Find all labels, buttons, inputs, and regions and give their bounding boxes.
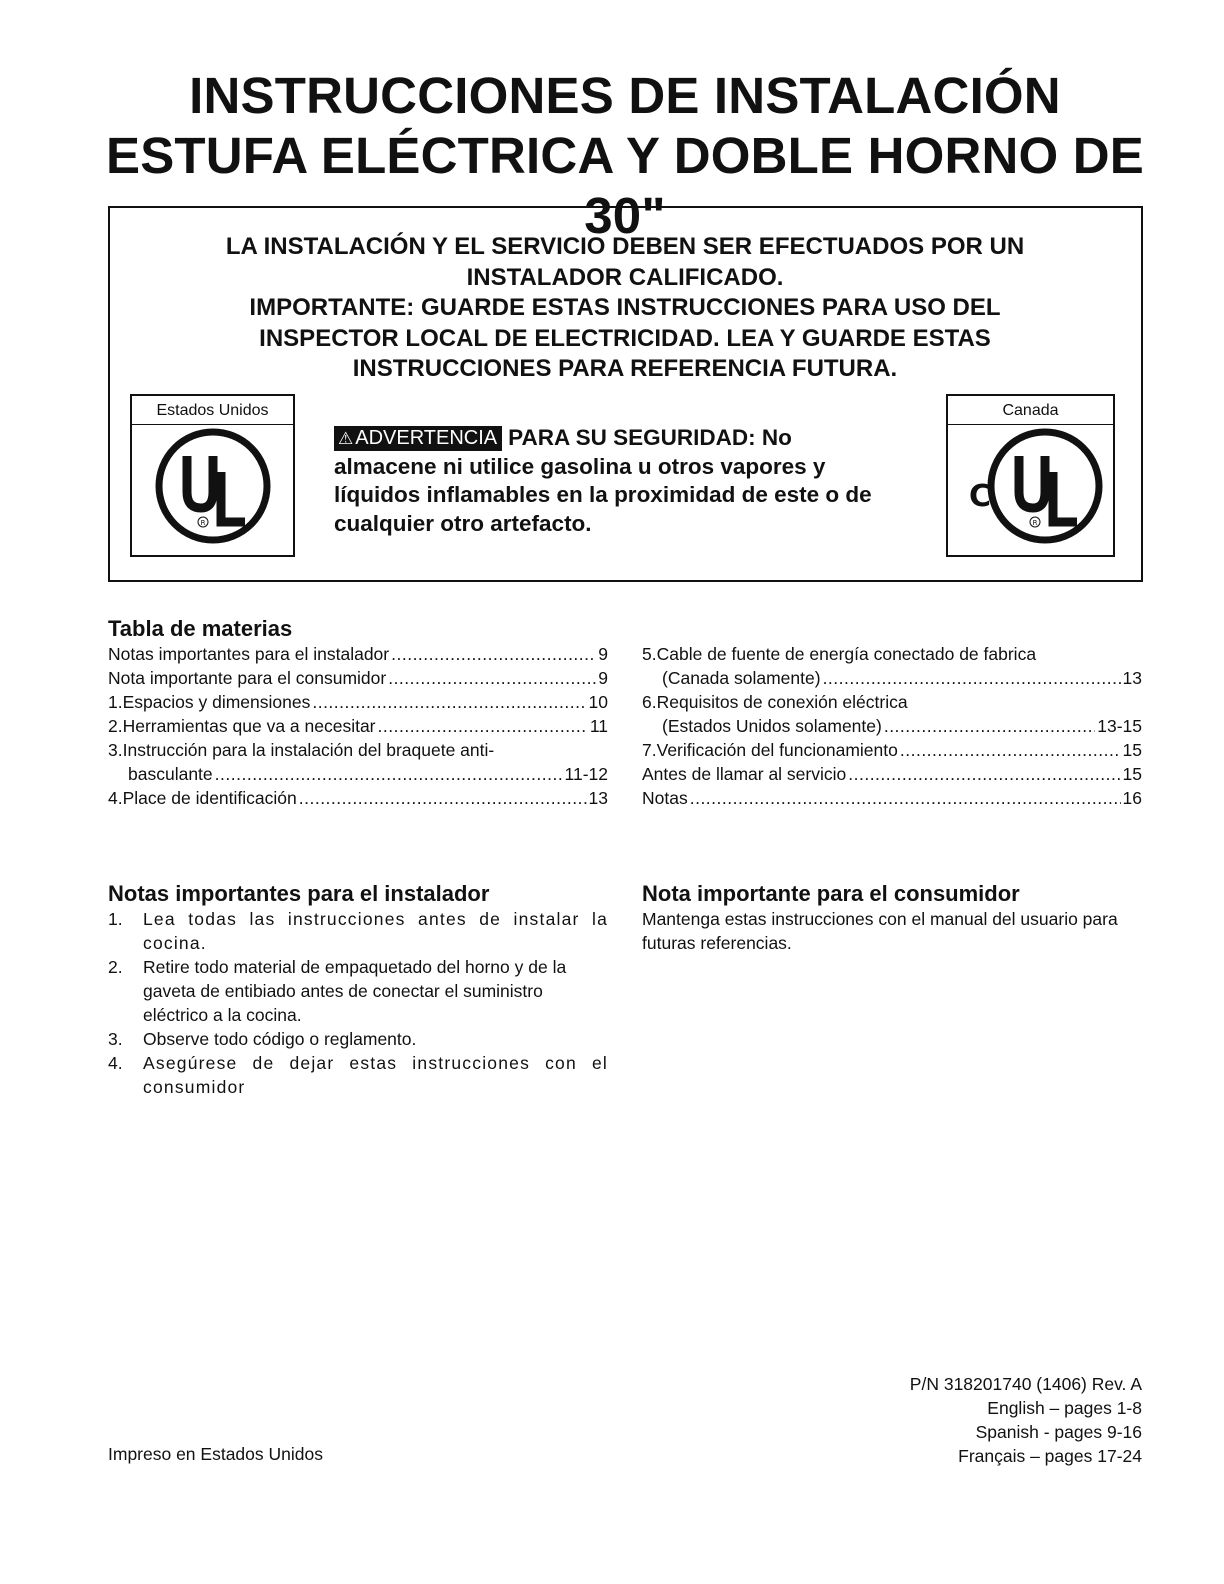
ul-us-certification [130, 394, 295, 557]
toc-right-column [642, 642, 1142, 810]
toc-entry: Antes de llamar al servicio ..... 15 [642, 762, 1142, 786]
warning-line: almacene ni utilice gasolina u otros vapores y [334, 453, 826, 479]
toc-entry: 7. Verificación del funcionamiento ..... 15 [642, 738, 1142, 762]
printed-in: Impreso en Estados Unidos [108, 1444, 323, 1464]
installer-notes-list [108, 907, 608, 1099]
svg-text:R: R [200, 519, 205, 527]
part-number-block [910, 1372, 1142, 1468]
ul-canada-certification [946, 394, 1115, 557]
notice-line: INSTALADOR CALIFICADO. [466, 263, 784, 291]
notice-line: INSTRUCCIONES PARA REFERENCIA FUTURA. [352, 355, 898, 382]
spanish-pages: Spanish - pages 9-16 [975, 1422, 1142, 1442]
consumer-note-text: Mantenga estas instrucciones con el manual del usuario para futuras referencias. [642, 909, 1118, 953]
warning-badge-label: ADVERTENCIA [355, 427, 498, 449]
list-item: 2. Retire todo material de empaquetado del horno y de la gaveta de entibiado antes de conectar el suministro eléctrico a la cocina. [108, 957, 567, 1025]
title-line-2: ESTUFA ELÉCTRICA Y DOBLE HORNO DE 30" [105, 127, 1145, 244]
toc-entry: 4. Place de identificación ..... 13 [108, 786, 608, 810]
installer-notes-heading: Notas importantes para el instalador [108, 881, 490, 906]
list-item: 4. Asegúrese de dejar estas instrucciones con el consumidor [108, 1053, 608, 1097]
english-pages: English – pages 1-8 [987, 1398, 1142, 1418]
toc-entry: 2. Herramientas que va a necesitar ..... 11 [108, 714, 608, 738]
warning-line: líquidos inflamables en la proximidad de este o de [334, 482, 872, 507]
svg-text:R: R [1032, 519, 1037, 527]
list-item: 3. Observe todo código o reglamento. [108, 1029, 417, 1049]
part-number: P/N 318201740 (1406) Rev. A [909, 1374, 1142, 1394]
consumer-note-heading: Nota importante para el consumidor [642, 881, 1020, 906]
toc-entry: 3. Instrucción para la instalación del braquete anti- [108, 740, 495, 760]
toc-entry: (Estados Unidos solamente) ..... 13-15 [642, 714, 1142, 738]
ul-canada-label: Canada [948, 396, 1113, 425]
notice-line: INSPECTOR LOCAL DE ELECTRICIDAD. LEA Y GUARDE ESTAS [259, 324, 991, 352]
title-line-1: INSTRUCCIONES DE INSTALACIÓN [189, 67, 1061, 124]
toc-entry: (Canada solamente) ..... 13 [642, 666, 1142, 690]
toc-entry: 1. Espacios y dimensiones ..... 10 [108, 690, 608, 714]
notice-heading [150, 232, 1100, 385]
toc-heading: Tabla de materias [108, 616, 293, 641]
toc-entry: Notas ..... 16 [642, 786, 1142, 810]
notice-line: LA INSTALACIÓN Y EL SERVICIO DEBEN SER EFECTUADOS POR UN [225, 233, 1025, 260]
notice-line: IMPORTANTE: GUARDE ESTAS INSTRUCCIONES PARA USO DEL [249, 294, 1001, 321]
french-pages: Français – pages 17-24 [958, 1446, 1142, 1466]
warning-line: cualquier otro artefacto. [334, 510, 592, 536]
toc-entry: Nota importante para el consumidor ..... 9 [108, 666, 608, 690]
cul-logo-icon [948, 426, 1113, 555]
ul-us-label: Estados Unidos [132, 396, 293, 425]
toc-entry: Notas importantes para el instalador ..... 9 [108, 642, 608, 666]
toc-left-column [108, 642, 608, 810]
warning-triangle-icon: ⚠ [338, 429, 354, 448]
toc-entry: basculante ..... 11-12 [108, 762, 608, 786]
svg-text:C: C [968, 479, 991, 514]
toc-entry: 6. Requisitos de conexión eléctrica [642, 692, 908, 712]
toc-entry: 5. Cable de fuente de energía conectado de fabrica [642, 644, 1037, 664]
safety-warning [334, 424, 914, 538]
warning-line: PARA SU SEGURIDAD: No [508, 425, 792, 450]
installation-notice-box [108, 206, 1143, 582]
ul-logo-icon [132, 426, 293, 555]
list-item: 1. Lea todas las instrucciones antes de instalar la cocina. [108, 909, 608, 953]
warning-badge [334, 426, 502, 451]
